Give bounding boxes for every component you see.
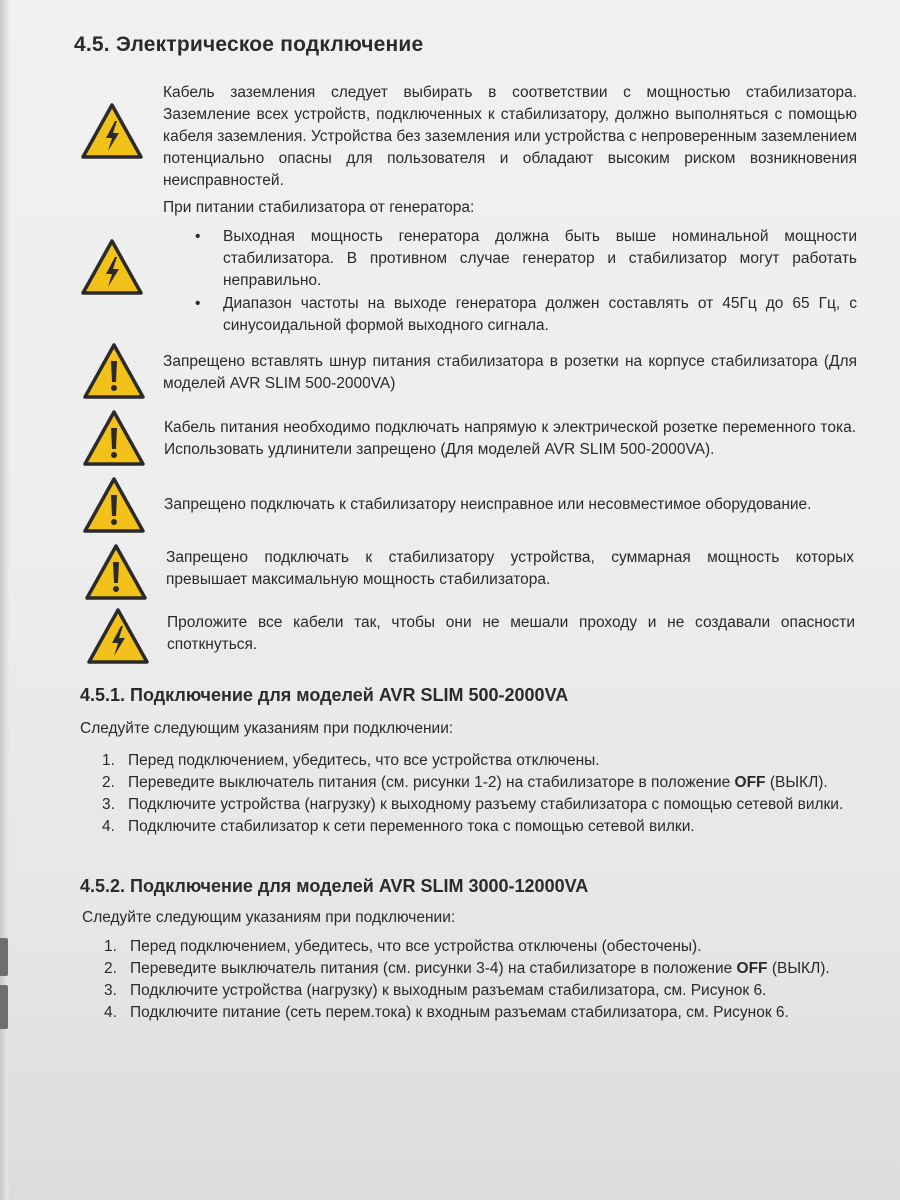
step-number: 3. [104,982,117,999]
high-voltage-icon [80,102,144,160]
step-text: Переведите выключатель питания (см. рисунки 3-4) на стабилизаторе в положение [130,960,737,977]
list-item: • Диапазон частоты на выходе генератора должен составлять от 45Гц до 65 Гц, с синусоидальной формой выходного сигнала. [193,293,857,337]
steps-list [102,750,864,838]
subsection-title: 4.5.2. Подключение для моделей AVR SLIM 3000-12000VA [80,876,589,896]
step-text: Подключите устройства (нагрузку) к выходным разъемам стабилизатора, см. Рисунок 6. [130,982,767,999]
binder-mark [0,985,8,1029]
list-item [102,750,864,772]
step-text: (ВЫКЛ). [767,960,830,977]
max-power-warning: Запрещено подключать к стабилизатору устройства, суммарная мощность которых превышает максимальную мощность стабилизатора. [166,549,854,588]
high-voltage-icon [80,238,144,296]
list-item: • Выходная мощность генератора должна быть выше номинальной мощности стабилизатора. В противном случае генератор и стабилизатор могут работать неправильно. [193,226,857,292]
step-keyword: OFF [736,960,768,977]
cables-warning: Проложите все кабели так, чтобы они не мешали проходу и не создавали опасности споткнуться. [167,614,855,653]
step-text: Подключите питание (сеть перем.тока) к входным разъемам стабилизатора, см. Рисунок 6. [130,1004,789,1021]
faulty-equipment-warning: Запрещено подключать к стабилизатору неисправное или несовместимое оборудование. [164,496,812,513]
no-socket-warning: Запрещено вставлять шнур питания стабилизатора в розетки на корпусе стабилизатора (Для моделей AVR SLIM 500-2000VA) [163,353,857,392]
generator-intro: При питании стабилизатора от генератора: [163,199,475,216]
list-item [104,936,864,958]
subsection-title: 4.5.1. Подключение для моделей AVR SLIM 500-2000VA [80,685,569,705]
exclamation-warning-icon [82,409,146,467]
list-item [102,772,864,794]
step-number: 4. [104,1004,117,1021]
grounding-warning: Кабель заземления следует выбирать в соответствии с мощностью стабилизатора. Заземление всех устройств, подключенных к стабилизатору, должно выполняться с помощью кабеля заземления. Устройства без заземления или устройства с непроверенным заземлением потенциально опасны для пользователя и обладают высоким риском возникновения неисправностей. [163,84,857,189]
step-text: Перед подключением, убедитесь, что все устройства отключены. [128,752,600,769]
step-text: (ВЫКЛ). [765,774,828,791]
step-text: Перед подключением, убедитесь, что все устройства отключены (обесточены). [130,938,702,955]
list-item [104,958,864,980]
steps-list [104,936,864,1024]
list-item [104,1002,864,1024]
step-keyword: OFF [734,774,766,791]
step-text: Подключите устройства (нагрузку) к выходному разъему стабилизатора с помощью сетевой вилки. [128,796,844,813]
subsection-intro: Следуйте следующим указаниям при подключении: [82,909,456,926]
binder-mark [0,938,8,976]
list-item [102,794,864,816]
generator-bullet-list [193,226,857,338]
exclamation-warning-icon [82,476,146,534]
list-item [104,980,864,1002]
direct-connect-warning: Кабель питания необходимо подключать напрямую к электрической розетке переменного тока. Использовать удлинители запрещено (Для моделей AVR SLIM 500-2000VA). [164,419,856,458]
exclamation-warning-icon [82,342,146,400]
step-number: 3. [102,796,115,813]
high-voltage-icon [86,607,150,665]
step-text: Подключите стабилизатор к сети переменного тока с помощью сетевой вилки. [128,818,695,835]
step-number: 2. [104,960,117,977]
step-number: 1. [104,938,117,955]
exclamation-warning-icon [84,543,148,601]
step-number: 1. [102,752,115,769]
step-number: 2. [102,774,115,791]
step-text: Переведите выключатель питания (см. рисунки 1-2) на стабилизаторе в положение [128,774,735,791]
section-title: 4.5. Электрическое подключение [74,33,424,56]
list-item [102,816,864,838]
subsection-intro: Следуйте следующим указаниям при подключении: [80,720,454,737]
step-number: 4. [102,818,115,835]
